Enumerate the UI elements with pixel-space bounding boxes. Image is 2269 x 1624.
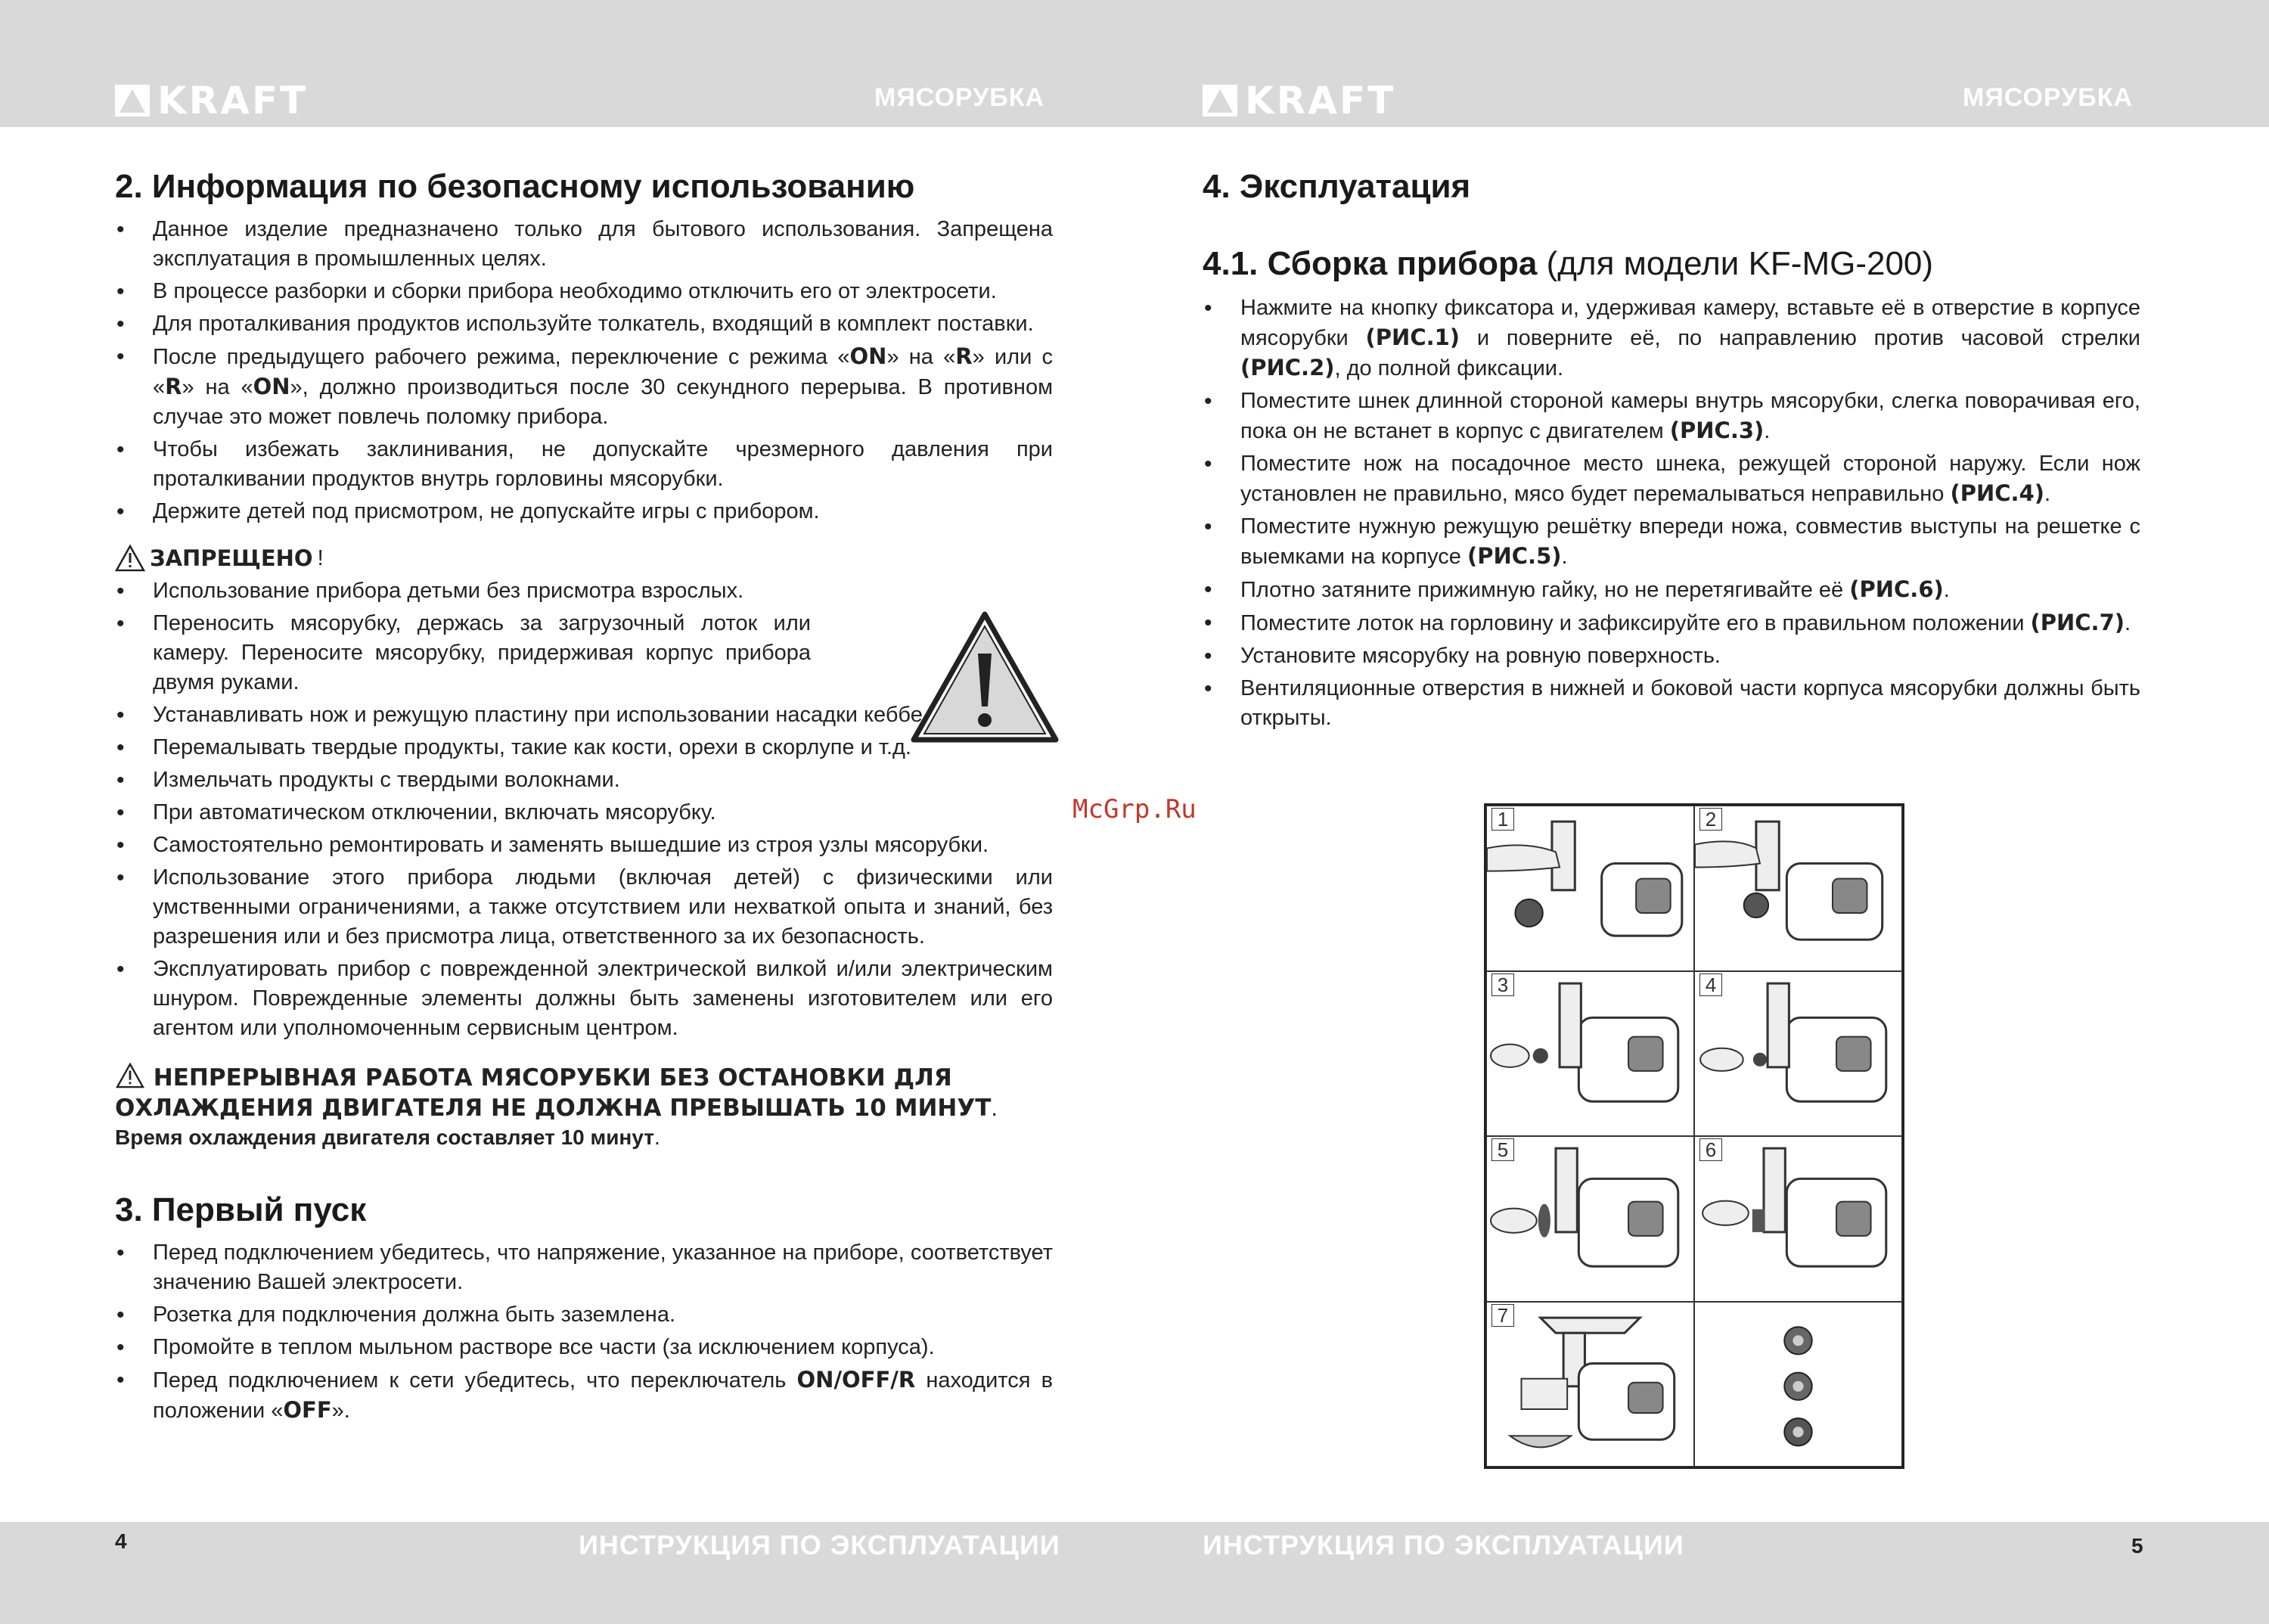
continuous-operation-warning: НЕПРЕРЫВНАЯ РАБОТА МЯСОРУБКИ БЕЗ ОСТАНОВКИ ДЛЯ ОХЛАЖДЕНИЯ ДВИГАТЕЛЯ НЕ ДОЛЖНА ПРЕВЫШАТЬ 10 МИНУТ. <box>115 1064 998 1122</box>
figure-panel-6: 6 <box>1694 1136 1902 1302</box>
section3-list <box>115 1238 1053 1426</box>
kraft-triangle-icon <box>115 85 150 116</box>
list-item: • При автоматическом отключении, включать мясорубку. <box>115 798 1053 828</box>
list-item: • Чтобы избежать заклинивания, не допускайте чрезмерного давления при проталкивании продуктов внутрь горловины мясорубки. <box>115 435 1053 494</box>
list-item: • Использование прибора детьми без присмотра взрослых. <box>115 576 1053 606</box>
assembly-figure <box>1484 803 1904 1469</box>
list-item: • Перед подключением убедитесь, что напряжение, указанное на приборе, соответствует значению Вашей электросети. <box>115 1238 1053 1297</box>
forbidden-title: ЗАПРЕЩЕНО <box>150 545 313 571</box>
r-label: R <box>955 343 973 369</box>
figure-panel-2: 2 <box>1694 806 1902 971</box>
section2-list <box>115 215 1053 526</box>
footer-label-right: ИНСТРУКЦИЯ ПО ЭКСПЛУАТАЦИИ <box>1203 1529 1684 1560</box>
list-item: • Поместите шнек длинной стороной камеры внутрь мясорубки, слегка поворачивая его, пока он не встанет в корпус с двигателем (РИС.3). <box>1203 387 2140 446</box>
header-title-left: МЯСОРУБКА <box>874 83 1045 112</box>
list-item: • Устанавливать нож и режущую пластину при использовании насадки кеббе. <box>115 700 1053 730</box>
r-label: R <box>165 374 182 399</box>
list-item: • Данное изделие предназначено только для бытового использования. Запрещена эксплуатация в промышленных целях. <box>115 215 1053 274</box>
off-label: OFF <box>283 1397 332 1423</box>
switch-label: ON/OFF/R <box>796 1367 916 1393</box>
list-item: • Поместите нужную режущую решётку впереди ножа, совместив выступы на решетке с выемками на корпусе (РИС.5). <box>1203 512 2140 572</box>
header-title-right: МЯСОРУБКА <box>1963 83 2134 112</box>
list-item: • Перемалывать твердые продукты, такие как кости, орехи в скорлупе и т.д. <box>115 733 1053 762</box>
section4-1-title: 4.1. Сборка прибора (для модели KF-MG-200) <box>1203 245 1934 282</box>
list-item: • Промойте в теплом мыльном растворе все части (за исключением корпуса). <box>115 1333 1053 1362</box>
list-item: • Использование этого прибора людьми (включая детей) с физическими или умственными ограничениями, а также отсутствием или нехваткой опыта и знаний, без разрешения или и без присмотра лица, ответственного за их безопасность. <box>115 863 1053 952</box>
cooling-note: Время охлаждения двигателя составляет 10 минут. <box>115 1126 660 1149</box>
section4-title: 4. Эксплуатация <box>1203 168 1471 205</box>
list-item: • Измельчать продукты с твердыми волокнами. <box>115 765 1053 795</box>
list-item: • Эксплуатировать прибор с поврежденной электрической вилкой и/или электрическим шнуром. Поврежденные элементы должны быть заменены изготовителем или его агентом или уполномоченным сервисным центром. <box>115 955 1053 1043</box>
figure-panel-3: 3 <box>1486 971 1694 1137</box>
warning-icon <box>115 545 145 572</box>
warning-icon <box>115 1063 145 1088</box>
kraft-logo-right <box>1203 79 1396 123</box>
list-item: • В процессе разборки и сборки прибора необходимо отключить его от электросети. <box>115 277 1053 306</box>
page-number-right: 5 <box>2131 1534 2143 1557</box>
list-item: • Самостоятельно ремонтировать и заменять вышедшие из строя узлы мясорубки. <box>115 831 1053 860</box>
list-item: • Вентиляционные отверстия в нижней и боковой части корпуса мясорубки должны быть открыты. <box>1203 674 2140 733</box>
figure-panel-plates <box>1694 1302 1902 1467</box>
bottom-footer-band <box>0 1522 2269 1624</box>
figure-panel-5: 5 <box>1486 1136 1694 1302</box>
watermark: McGrp.Ru <box>1072 794 1197 824</box>
on-label: ON <box>849 343 887 369</box>
list-item: • Плотно затяните прижимную гайку, но не перетягивайте её (РИС.6). <box>1203 575 2140 605</box>
list-item: • Переносить мясорубку, держась за загрузочный лоток или камеру. Переносите мясорубку, придерживая корпус прибора двумя руками. <box>115 609 811 697</box>
brand-name: KRAFT <box>1245 79 1396 123</box>
kraft-logo-left <box>115 79 309 123</box>
brand-name: KRAFT <box>157 79 309 123</box>
list-item: • Для проталкивания продуктов используйте толкатель, входящий в комплект поставки. <box>115 309 1053 339</box>
top-header-band <box>0 0 2269 127</box>
list-item: • Поместите нож на посадочное место шнека, режущей стороной наружу. Если нож установлен не правильно, мясо будет перемалываться неправильно (РИС.4). <box>1203 449 2140 509</box>
page-number-left: 4 <box>115 1529 127 1553</box>
forbidden-heading: ЗАПРЕЩЕНО ! <box>115 545 1053 572</box>
list-item-mode-switch: • После предыдущего рабочего режима, переключение с режима «ON» на «R» или с «R» на «ON», должно производиться после 30 секундного перерыва. В противном случае это может повлечь поломку прибора. <box>115 342 1053 432</box>
footer-label-left: ИНСТРУКЦИЯ ПО ЭКСПЛУАТАЦИИ <box>579 1529 1060 1560</box>
right-page-content <box>1203 168 2140 736</box>
section3-title: 3. Первый пуск <box>115 1191 367 1228</box>
figure-panel-4: 4 <box>1694 971 1902 1137</box>
section4-list <box>1203 293 2140 733</box>
section2-title: 2. Информация по безопасному использованию <box>115 168 915 205</box>
list-item: • Розетка для подключения должна быть заземлена. <box>115 1300 1053 1330</box>
figure-panel-7: 7 <box>1486 1302 1694 1467</box>
on-label: ON <box>253 374 290 399</box>
list-item: • Установите мясорубку на ровную поверхность. <box>1203 641 2140 671</box>
kraft-triangle-icon <box>1203 85 1237 116</box>
list-item: • Нажмите на кнопку фиксатора и, удерживая камеру, вставьте её в отверстие в корпусе мясорубки (РИС.1) и поверните её, по направлению против часовой стрелки (РИС.2), до полной фиксации. <box>1203 293 2140 383</box>
list-item: • Поместите лоток на горловину и зафиксируйте его в правильном положении (РИС.7). <box>1203 608 2140 638</box>
figure-panel-1: 1 <box>1486 806 1694 971</box>
list-item: • Держите детей под присмотром, не допускайте игры с прибором. <box>115 497 1053 526</box>
left-page-content <box>115 168 1053 1429</box>
list-item-switch: • Перед подключением к сети убедитесь, что переключатель ON/OFF/R находится в положении «OFF». <box>115 1365 1053 1426</box>
